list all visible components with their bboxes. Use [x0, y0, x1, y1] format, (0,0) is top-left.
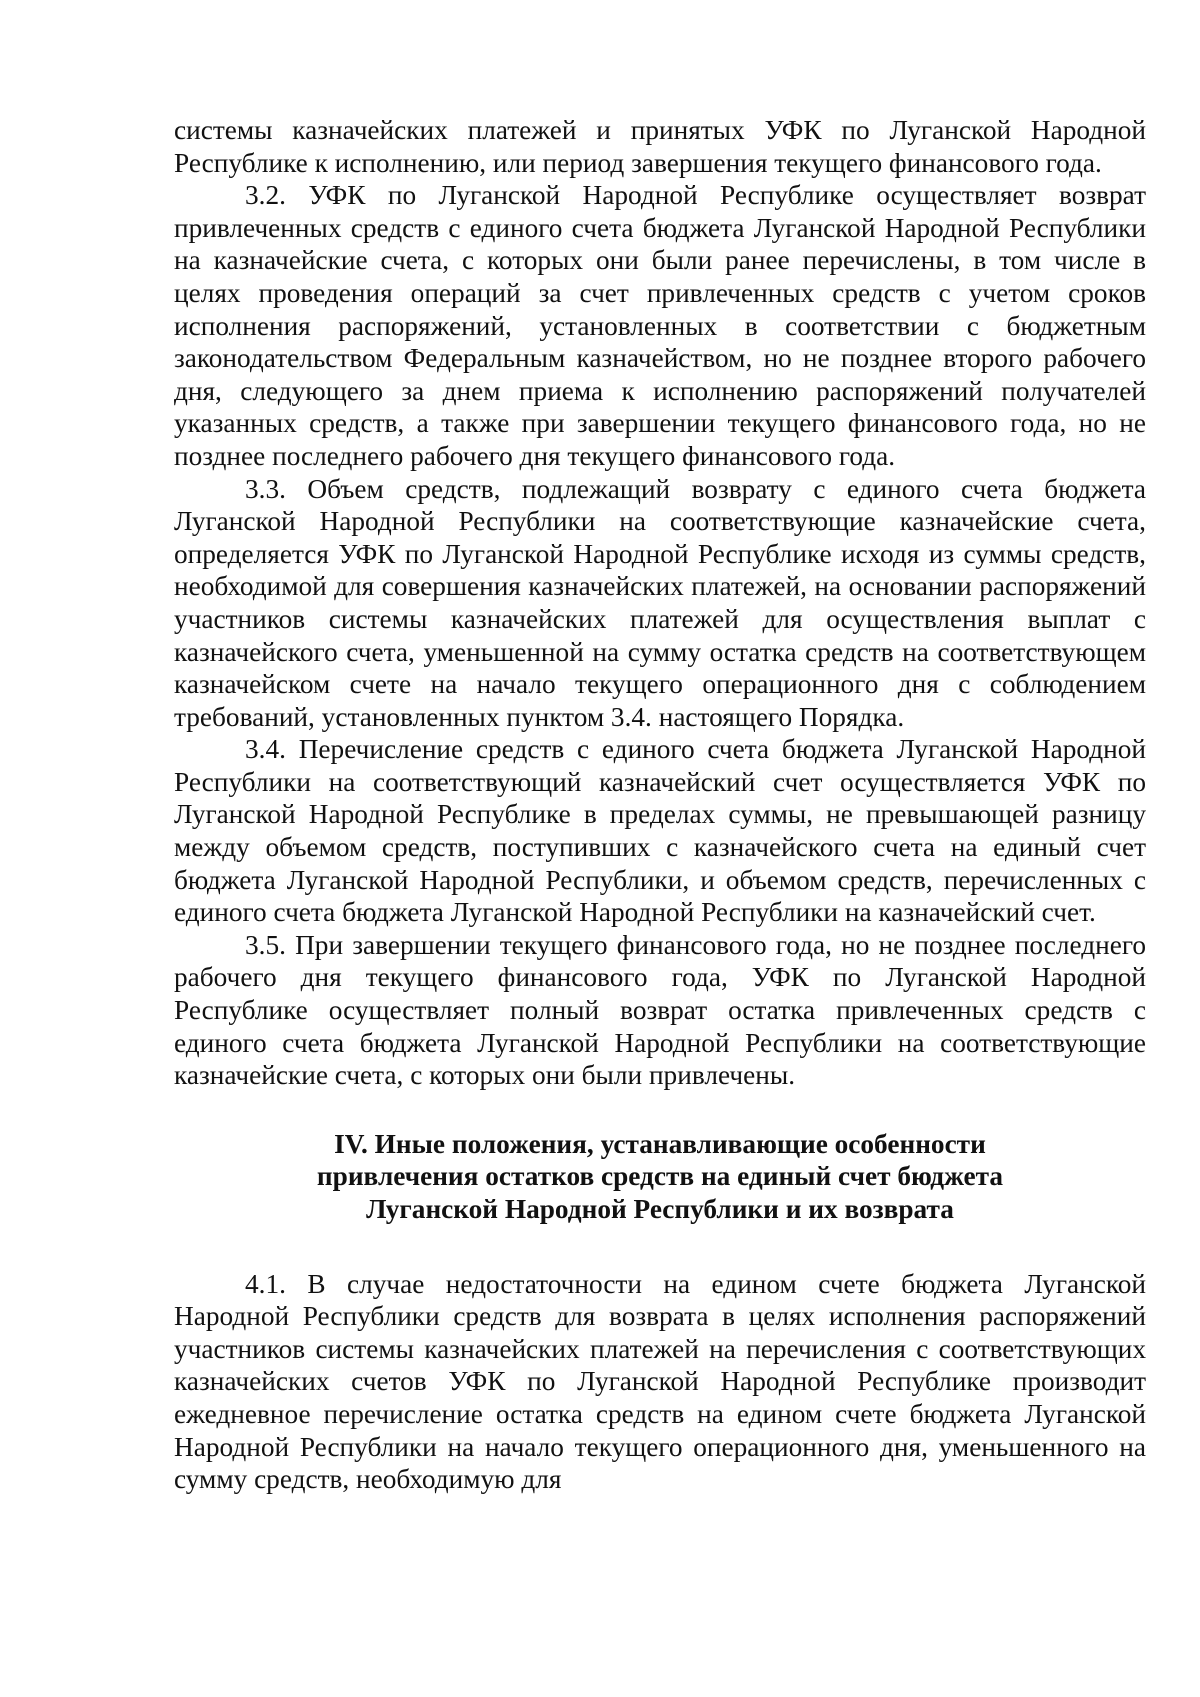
- paragraph-3-2: 3.2. УФК по Луганской Народной Республике осуществляет возврат привлеченных средств с единого счета бюджета Луганской Народной Республики на казначейские счета, с которых они были ранее перечислены, в том числе в целях проведения операций за счет привлеченных средств с учетом сроков исполнения распоряжений, установленных в соответствии с бюджетным законодательством Федеральным казначейством, но не позднее второго рабочего дня, следующего за днем приема к исполнению распоряжений получателей указанных средств, а также при завершении текущего финансового года, но не позднее последнего рабочего дня текущего финансового года.: [174, 180, 1146, 471]
- section-heading-iv: [174, 1128, 1146, 1226]
- paragraph-3-5: 3.5. При завершении текущего финансового года, но не позднее последнего рабочего дня текущего финансового года, УФК по Луганской Народной Республике осуществляет полный возврат остатка привлеченных средств с единого счета бюджета Луганской Народной Республики на соответствующие казначейские счета, с которых они были привлечены.: [174, 929, 1146, 1091]
- paragraph-3-4: 3.4. Перечисление средств с единого счета бюджета Луганской Народной Республики на соответствующий казначейский счет осуществляется УФК по Луганской Народной Республике в пределах суммы, не превышающей разницу между объемом средств, поступивших с казначейского счета на единый счет бюджета Луганской Народной Республики, и объемом средств, перечисленных с единого счета бюджета Луганской Народной Республики на казначейский счет.: [174, 734, 1146, 928]
- paragraph-4-1: 4.1. В случае недостаточности на едином счете бюджета Луганской Народной Республики средств для возврата в целях исполнения распоряжений участников системы казначейских платежей на перечисления с соответствующих казначейских счетов УФК по Луганской Народной Республике производит ежедневное перечисление остатка средств на едином счете бюджета Луганской Народной Республики на начало текущего операционного дня, уменьшенного на сумму средств, необходимую для: [174, 1268, 1146, 1495]
- paragraph-continuation: системы казначейских платежей и принятых УФК по Луганской Народной Республике к исполнению, или период завершения текущего финансового года.: [174, 115, 1146, 178]
- section-heading-line-1: IV. Иные положения, устанавливающие особенности: [334, 1128, 986, 1159]
- section-heading-line-2: привлечения остатков средств на единый счет бюджета: [316, 1161, 1004, 1192]
- document-body: [174, 114, 1146, 1496]
- section-heading-line-3: Луганской Народной Республики и их возврата: [366, 1194, 954, 1224]
- paragraph-3-3: 3.3. Объем средств, подлежащий возврату с единого счета бюджета Луганской Народной Республики на соответствующие казначейские счета, определяется УФК по Луганской Народной Республике исходя из суммы средств, необходимой для совершения казначейских платежей, на основании распоряжений участников системы казначейских платежей для осуществления выплат с казначейского счета, уменьшенной на сумму остатка средств на соответствующем казначейском счете на начало текущего операционного дня с соблюдением требований, установленных пунктом 3.4. настоящего Порядка.: [174, 473, 1146, 732]
